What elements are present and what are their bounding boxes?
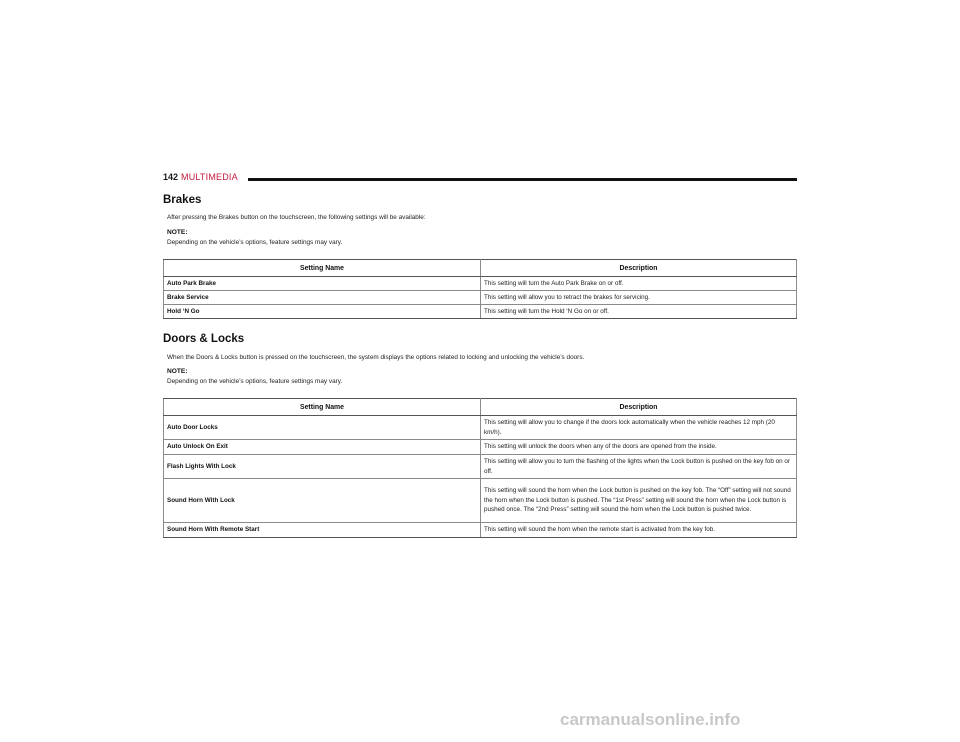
table-header-row xyxy=(164,260,797,277)
table-header-row xyxy=(164,399,797,416)
setting-description: This setting will allow you to change if the doors lock automatically when the vehicle reaches 12 mph (20 km/h). xyxy=(481,416,797,440)
setting-description: This setting will turn the Auto Park Brake on or off. xyxy=(481,277,797,291)
column-header-setting-name: Setting Name xyxy=(164,399,481,416)
table-row xyxy=(164,479,797,523)
page-number: 142 xyxy=(163,172,179,182)
table-row xyxy=(164,416,797,440)
table-row xyxy=(164,455,797,479)
doors-heading: Doors & Locks xyxy=(163,333,245,345)
header-divider xyxy=(248,178,797,181)
setting-description: This setting will allow you to turn the flashing of the lights when the Lock button is pushed on the key fob on or off. xyxy=(481,455,797,479)
setting-description: This setting will allow you to retract the brakes for servicing. xyxy=(481,291,797,305)
table-row xyxy=(164,523,797,538)
setting-name: Hold ‘N Go xyxy=(164,305,481,319)
brakes-note-text: Depending on the vehicle’s options, feature settings may vary. xyxy=(167,239,343,246)
brakes-settings-table xyxy=(163,259,797,319)
doors-intro: When the Doors & Locks button is pressed on the touchscreen, the system displays the options related to locking and unlocking the vehicle’s doors. xyxy=(167,354,585,361)
doors-settings-table xyxy=(163,398,797,538)
setting-name: Sound Horn With Remote Start xyxy=(164,523,481,538)
setting-description: This setting will unlock the doors when any of the doors are opened from the inside. xyxy=(481,440,797,455)
watermark: carmanualsonline.info xyxy=(560,710,741,729)
setting-description: This setting will turn the Hold ‘N Go on or off. xyxy=(481,305,797,319)
table-row xyxy=(164,440,797,455)
doors-note-text: Depending on the vehicle’s options, feature settings may vary. xyxy=(167,378,343,385)
column-header-description: Description xyxy=(481,260,797,277)
setting-description: This setting will sound the horn when the remote start is activated from the key fob. xyxy=(481,523,797,538)
setting-name: Brake Service xyxy=(164,291,481,305)
column-header-description: Description xyxy=(481,399,797,416)
brakes-note-label: NOTE: xyxy=(167,229,188,236)
setting-description: This setting will sound the horn when the Lock button is pushed on the key fob. The “Off” setting will not sound the horn when the Lock button is pushed. The “1st Press” setting will sound the horn when the Lock button is pushed once. The “2nd Press” setting will sound the horn when the Lock button is pushed twice. xyxy=(481,479,797,523)
setting-name: Auto Unlock On Exit xyxy=(164,440,481,455)
table-row xyxy=(164,291,797,305)
table-row xyxy=(164,305,797,319)
doors-note-label: NOTE: xyxy=(167,368,188,375)
column-header-setting-name: Setting Name xyxy=(164,260,481,277)
setting-name: Sound Horn With Lock xyxy=(164,479,481,523)
brakes-intro: After pressing the Brakes button on the touchscreen, the following settings will be available: xyxy=(167,214,426,221)
brakes-heading: Brakes xyxy=(163,194,202,206)
table-row xyxy=(164,277,797,291)
setting-name: Auto Door Locks xyxy=(164,416,481,440)
section-title: MULTIMEDIA xyxy=(181,172,238,182)
setting-name: Flash Lights With Lock xyxy=(164,455,481,479)
setting-name: Auto Park Brake xyxy=(164,277,481,291)
page-header xyxy=(163,172,797,186)
